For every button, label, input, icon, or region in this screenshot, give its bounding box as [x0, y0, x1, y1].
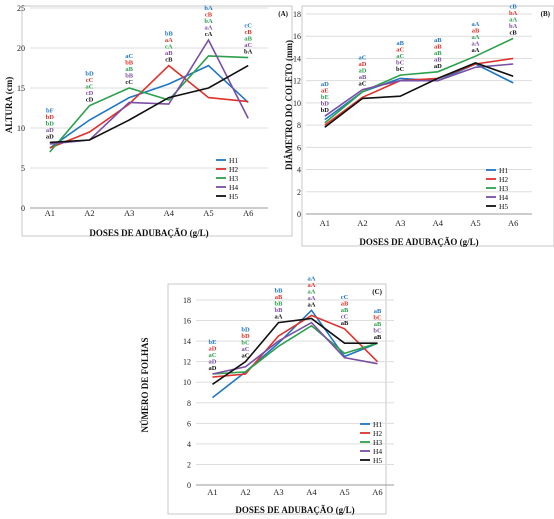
- significance-label: aD: [358, 67, 367, 75]
- significance-label: aB: [373, 308, 382, 316]
- significance-label: aA: [471, 40, 480, 48]
- significance-label: aC: [396, 46, 405, 54]
- x-tick-label: A1: [207, 487, 218, 497]
- significance-label: aA: [307, 294, 316, 302]
- x-tick-label: A4: [432, 218, 444, 228]
- y-axis-title: NÚMERO DE FOLHAS: [140, 337, 150, 433]
- y-tick-label: 20: [17, 44, 25, 53]
- y-tick-label: 2: [187, 460, 191, 470]
- significance-label: bC: [396, 59, 405, 67]
- significance-label: bD: [45, 120, 54, 128]
- significance-label: bF: [46, 107, 54, 115]
- significance-label: aB: [340, 300, 349, 308]
- significance-label: bC: [396, 66, 405, 74]
- panel-frame: [302, 6, 554, 246]
- significance-label: aB: [373, 334, 382, 342]
- significance-label: bD: [320, 107, 329, 115]
- x-tick-label: A2: [84, 208, 95, 218]
- x-axis-title: DOSES DE ADUBAÇÃO (g/L): [89, 228, 209, 238]
- significance-label: aD: [45, 126, 54, 134]
- legend-label: H5: [373, 456, 383, 465]
- significance-label: aA: [471, 21, 480, 29]
- significance-label: aD: [45, 133, 54, 141]
- x-tick-label: A4: [306, 487, 317, 497]
- significance-label: bA: [204, 5, 213, 12]
- y-tick-label: 15: [17, 84, 25, 93]
- legend-label: H1: [499, 166, 509, 175]
- panel-tag: (C): [372, 288, 382, 296]
- significance-label: aC: [241, 346, 250, 354]
- x-tick-label: A3: [273, 487, 284, 497]
- significance-label: aD: [208, 345, 217, 353]
- significance-label: bD: [85, 70, 94, 78]
- significance-label: aD: [320, 81, 329, 89]
- significance-label: aB: [274, 294, 283, 302]
- legend-label: H4: [499, 193, 509, 202]
- significance-label: aC: [358, 80, 367, 88]
- significance-label: cB: [204, 11, 213, 19]
- y-tick-label: 14: [183, 337, 191, 347]
- y-tick-label: 10: [293, 98, 301, 108]
- significance-label: aD: [358, 61, 367, 69]
- significance-label: aA: [204, 24, 213, 32]
- chart-panel-1: [4, 4, 292, 238]
- significance-label: cA: [165, 43, 173, 51]
- significance-label: bE: [320, 94, 329, 102]
- significance-label: cC: [125, 79, 133, 86]
- significance-label: aD: [208, 358, 217, 366]
- significance-label: aB: [396, 40, 404, 48]
- legend-label: H2: [499, 175, 509, 184]
- y-tick-label: 5: [21, 164, 25, 173]
- series-line-h1: [213, 310, 378, 397]
- significance-label: aA: [471, 34, 480, 42]
- significance-label: bA: [509, 9, 518, 17]
- x-tick-label: A3: [394, 218, 406, 228]
- x-tick-label: A6: [372, 487, 383, 497]
- y-tick-label: 2: [297, 187, 301, 197]
- y-tick-label: 10: [183, 378, 191, 388]
- y-tick-label: 0: [297, 210, 301, 219]
- significance-label: aA: [509, 16, 518, 24]
- legend-label: H1: [229, 156, 239, 165]
- y-axis-title: DIÂMETRO DO COLETO (mm): [284, 39, 294, 171]
- legend-label: H2: [373, 429, 383, 438]
- series-line-h2: [50, 66, 248, 148]
- legend-label: H5: [229, 192, 239, 201]
- significance-label: aE: [321, 87, 329, 95]
- significance-label: cB: [509, 3, 517, 11]
- legend-label: H4: [373, 447, 383, 456]
- significance-label: bB: [274, 300, 283, 308]
- significance-label: bD: [241, 333, 250, 341]
- panel-tag: (A): [278, 10, 288, 18]
- y-tick-label: 14: [293, 54, 301, 64]
- y-tick-label: 8: [297, 121, 301, 131]
- significance-label: aD: [433, 62, 442, 70]
- series-line-h4: [325, 64, 513, 116]
- y-tick-label: 6: [187, 419, 191, 429]
- significance-label: aC: [241, 352, 250, 360]
- legend-label: H3: [499, 184, 509, 193]
- significance-label: aB: [340, 306, 349, 314]
- x-tick-label: A5: [203, 208, 214, 218]
- legend-label: H3: [229, 174, 239, 183]
- y-tick-label: 10: [17, 124, 25, 133]
- x-axis-title: DOSES DE ADUBAÇÃO (g/L): [359, 237, 479, 247]
- significance-label: aC: [358, 54, 367, 62]
- y-tick-label: 4: [297, 165, 301, 175]
- y-tick-label: 16: [183, 316, 191, 326]
- panel-tag: (B): [540, 10, 550, 18]
- significance-label: bC: [241, 339, 250, 347]
- significance-label: bC: [373, 314, 382, 322]
- significance-label: bD: [320, 100, 329, 108]
- significance-label: bC: [373, 327, 382, 335]
- y-tick-label: 6: [297, 143, 301, 153]
- x-tick-label: A5: [339, 487, 350, 497]
- legend-label: H4: [229, 183, 239, 192]
- y-tick-label: 8: [187, 398, 191, 408]
- y-tick-label: 18: [183, 296, 191, 305]
- significance-label: aC: [85, 83, 94, 91]
- y-tick-label: 0: [187, 481, 191, 490]
- chart-panel-3: [140, 275, 394, 515]
- legend-label: H1: [373, 420, 383, 429]
- series-line-h1: [325, 64, 513, 120]
- x-tick-label: A2: [240, 487, 251, 497]
- significance-label: aC: [244, 42, 253, 50]
- legend-label: H3: [373, 438, 383, 447]
- significance-label: aB: [434, 49, 442, 57]
- x-tick-label: A2: [357, 218, 368, 228]
- significance-label: aA: [471, 47, 480, 55]
- significance-label: aC: [396, 53, 405, 61]
- significance-label: aA: [307, 288, 316, 296]
- significance-label: aB: [434, 56, 442, 64]
- significance-label: bD: [241, 326, 250, 334]
- significance-label: cD: [85, 90, 94, 98]
- series-line-h4: [213, 323, 378, 374]
- significance-label: cC: [244, 22, 252, 30]
- significance-label: bB: [125, 59, 134, 67]
- significance-label: cA: [204, 31, 213, 38]
- y-tick-label: 25: [17, 4, 25, 13]
- significance-label: cD: [85, 96, 94, 104]
- chart-panel-2: [284, 3, 554, 247]
- significance-label: aB: [471, 27, 480, 35]
- significance-label: aB: [373, 321, 382, 329]
- x-tick-label: A6: [242, 208, 254, 218]
- y-tick-label: 12: [183, 357, 191, 367]
- significance-label: aC: [208, 352, 217, 359]
- significance-label: bA: [244, 48, 253, 56]
- significance-label: aD: [208, 365, 217, 372]
- significance-label: aB: [434, 36, 442, 44]
- significance-label: aA: [274, 313, 283, 321]
- significance-label: aB: [434, 43, 442, 51]
- significance-label: aA: [307, 301, 316, 309]
- y-tick-label: 4: [187, 439, 191, 449]
- significance-label: bE: [208, 339, 217, 346]
- significance-label: cC: [85, 77, 94, 85]
- x-tick-label: A1: [44, 208, 56, 218]
- significance-label: bB: [274, 287, 283, 295]
- significance-label: bB: [164, 30, 173, 38]
- x-tick-label: A6: [507, 218, 519, 228]
- y-tick-label: 12: [293, 76, 301, 86]
- significance-label: aA: [307, 275, 316, 283]
- significance-label: aB: [125, 66, 133, 73]
- legend-label: H5: [499, 202, 509, 211]
- y-tick-label: 16: [293, 32, 301, 42]
- x-tick-label: A3: [123, 208, 135, 218]
- significance-label: bB: [125, 72, 134, 80]
- significance-label: cC: [340, 293, 349, 301]
- significance-label: aB: [358, 74, 367, 82]
- y-axis-title: ALTURA (cm): [4, 76, 14, 134]
- y-tick-label: 0: [21, 204, 25, 213]
- x-tick-label: A1: [319, 218, 331, 228]
- x-axis-title: DOSES DE ADUBAÇÃO (g/L): [235, 505, 355, 515]
- significance-label: aB: [165, 50, 173, 58]
- significance-label: cB: [509, 29, 517, 37]
- significance-label: aB: [340, 319, 349, 327]
- significance-label: aA: [164, 37, 173, 45]
- significance-label: cC: [340, 313, 349, 321]
- significance-label: aC: [125, 53, 134, 60]
- x-tick-label: A4: [163, 208, 175, 218]
- significance-label: bB: [274, 307, 283, 315]
- y-tick-label: 18: [293, 10, 301, 19]
- series-line-h5: [325, 63, 513, 127]
- significance-label: aB: [244, 35, 252, 43]
- significance-label: bD: [45, 113, 54, 121]
- significance-label: cB: [165, 56, 173, 64]
- x-tick-label: A5: [470, 218, 481, 228]
- significance-label: cB: [244, 29, 252, 37]
- significance-label: bA: [509, 22, 518, 30]
- legend-label: H2: [229, 165, 239, 174]
- significance-label: aA: [307, 281, 316, 289]
- significance-label: bA: [204, 18, 213, 25]
